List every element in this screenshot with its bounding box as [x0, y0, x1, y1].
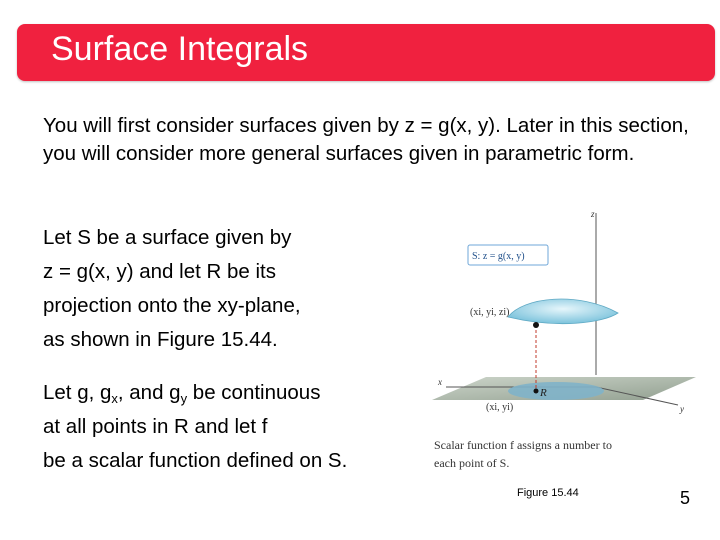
subscript: y [180, 391, 188, 406]
continuity-line: be a scalar function defined on S. [43, 449, 348, 472]
continuity-paragraph [43, 376, 423, 478]
surface-point [533, 322, 539, 328]
y-axis-label: y [680, 404, 684, 414]
z-axis-label: z [591, 209, 595, 219]
region-R [508, 382, 604, 400]
text-fragment: be continuous [187, 381, 321, 404]
figure-description-line: each point of S. [434, 456, 510, 470]
definition-paragraph [43, 221, 423, 357]
title-bar [17, 24, 715, 81]
continuity-line [43, 376, 423, 410]
figure-description-line: Scalar function f assigns a number to [434, 438, 612, 452]
surface-figure [428, 205, 698, 475]
intro-paragraph: You will first consider surfaces given by z = g(x, y). Later in this section, you will consider more general surfaces given in parametric form. [43, 114, 689, 165]
text-fragment: , and g [117, 381, 181, 404]
text-fragment: Let g, g [43, 381, 112, 404]
definition-line: z = g(x, y) and let R be its [43, 260, 276, 283]
definition-line: projection onto the xy-plane, [43, 294, 301, 317]
slide-title: Surface Integrals [51, 30, 309, 68]
definition-line: as shown in Figure 15.44. [43, 328, 278, 351]
region-label: R [540, 387, 547, 399]
point-label: (xi, yi, zi) [470, 307, 510, 318]
region-point [534, 389, 539, 394]
surface-label: S: z = g(x, y) [472, 251, 525, 262]
x-axis-label: x [438, 377, 442, 387]
subscript: x [111, 391, 118, 406]
page-number: 5 [680, 488, 691, 508]
projection-label: (xi, yi) [486, 402, 514, 413]
surface-S [508, 299, 618, 324]
continuity-line: at all points in R and let f [43, 415, 268, 438]
definition-line: Let S be a surface given by [43, 226, 292, 249]
figure-caption: Figure 15.44 [517, 487, 579, 499]
